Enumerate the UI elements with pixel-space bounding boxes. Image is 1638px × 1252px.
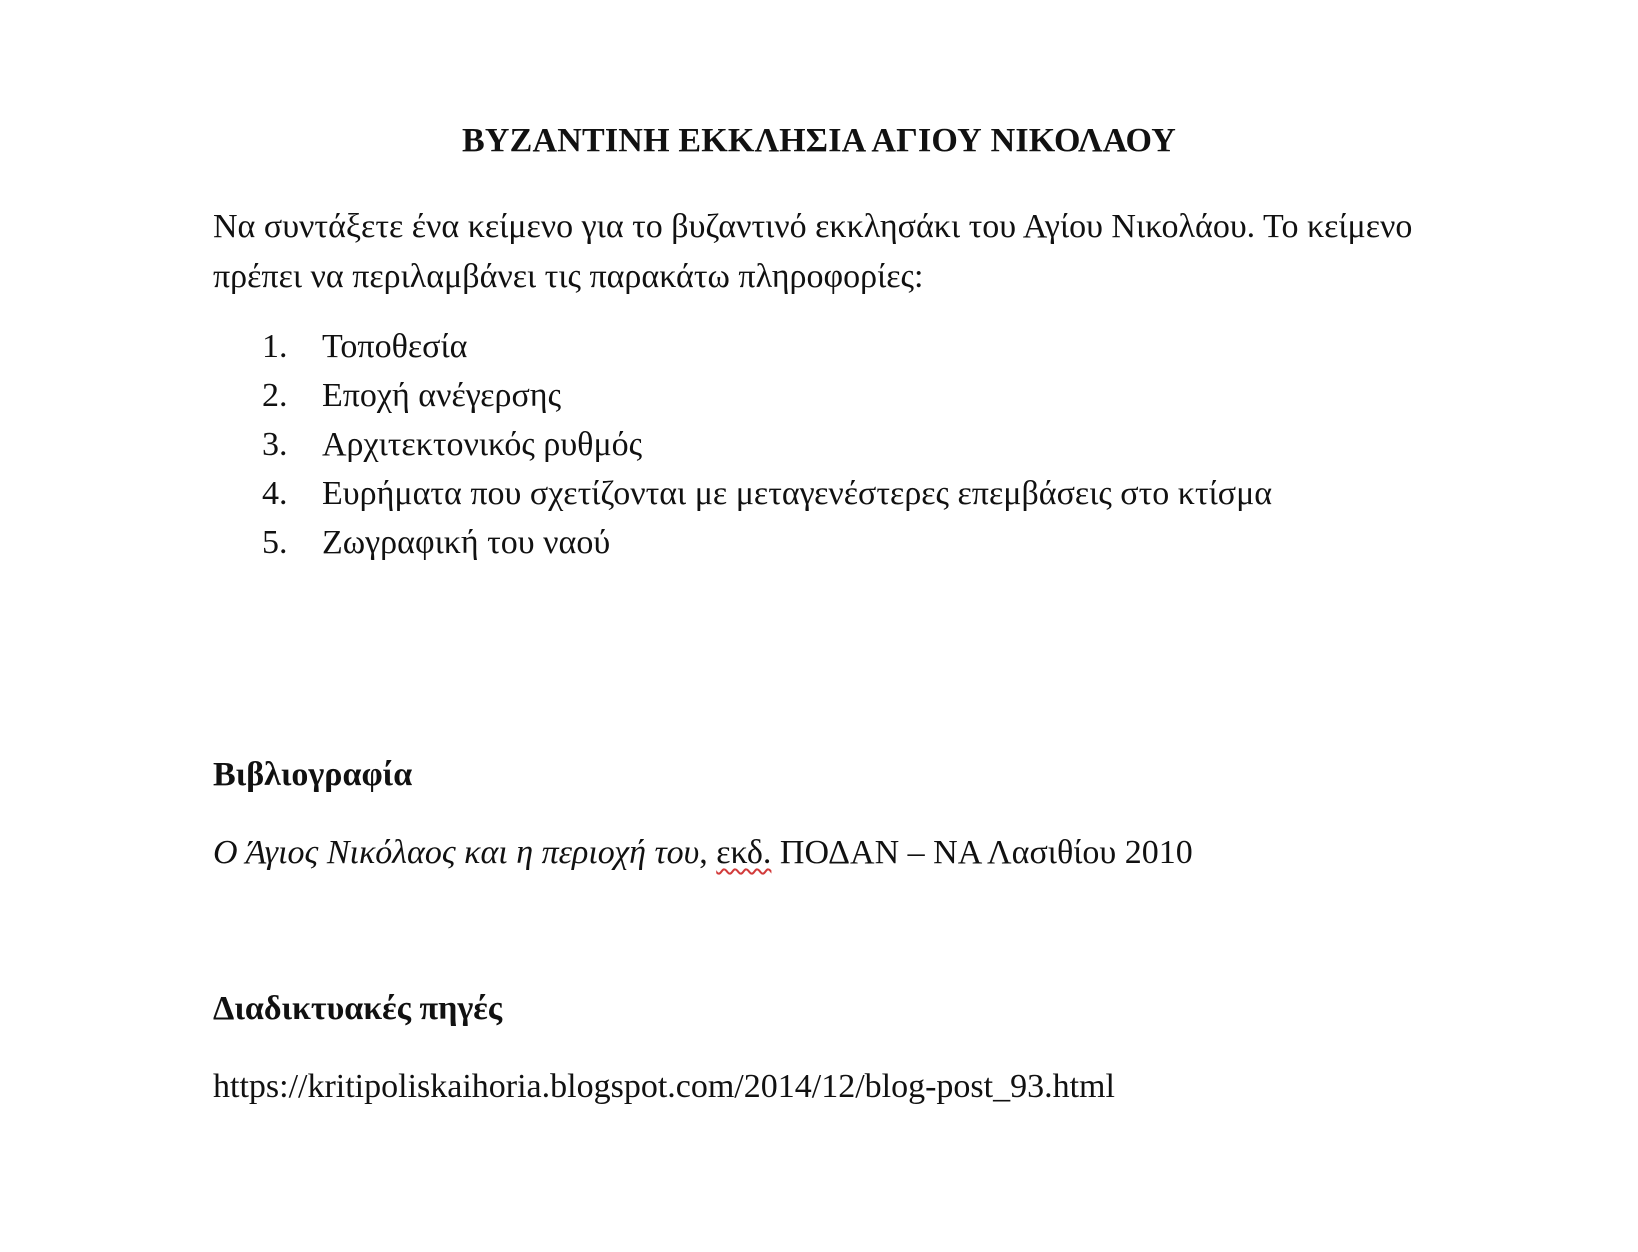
list-item — [262, 469, 1272, 518]
list-item-number: 1. — [262, 328, 288, 365]
list-item — [262, 371, 1272, 420]
bibliography-work-title: Ο Άγιος Νικόλαος και η περιοχή του — [213, 834, 700, 871]
list-item-text: Εποχή ανέγερσης — [322, 377, 562, 414]
list-item-text: Ευρήματα που σχετίζονται με μεταγενέστερες επεμβάσεις στο κτίσμα — [322, 475, 1273, 512]
bibliography-entry — [213, 834, 1193, 872]
spellcheck-flagged-word[interactable]: εκδ. — [716, 834, 772, 871]
web-sources-heading: Διαδικτυακές πηγές — [213, 990, 503, 1027]
list-item-number: 2. — [262, 377, 288, 414]
list-item-number: 3. — [262, 426, 288, 463]
list-item-number: 4. — [262, 475, 288, 512]
requirements-list — [262, 322, 1272, 567]
bibliography-heading: Βιβλιογραφία — [213, 756, 413, 793]
list-item-text: Αρχιτεκτονικός ρυθμός — [322, 426, 643, 463]
intro-paragraph: Να συντάξετε ένα κείμενο για το βυζαντινό εκκλησάκι του Αγίου Νικολάου. Το κείμενο πρέπει να περιλαμβάνει τις παρακάτω πληροφορίες: — [213, 208, 1413, 295]
list-item-text: Τοποθεσία — [322, 328, 468, 365]
bibliography-separator: , — [699, 834, 717, 871]
list-item-text: Ζωγραφική του ναού — [322, 524, 611, 561]
bibliography-publisher: ΠΟΔΑΝ – ΝΑ Λασιθίου 2010 — [771, 834, 1193, 871]
list-item — [262, 518, 1272, 567]
web-source-url: https://kritipoliskaihoria.blogspot.com/2014/12/blog-post_93.html — [213, 1068, 1115, 1105]
list-item — [262, 322, 1272, 371]
list-item-number: 5. — [262, 524, 288, 561]
list-item — [262, 420, 1272, 469]
document-title: ΒΥΖΑΝΤΙΝΗ ΕΚΚΛΗΣΙΑ ΑΓΙΟΥ ΝΙΚΟΛΑΟΥ — [461, 122, 1176, 159]
